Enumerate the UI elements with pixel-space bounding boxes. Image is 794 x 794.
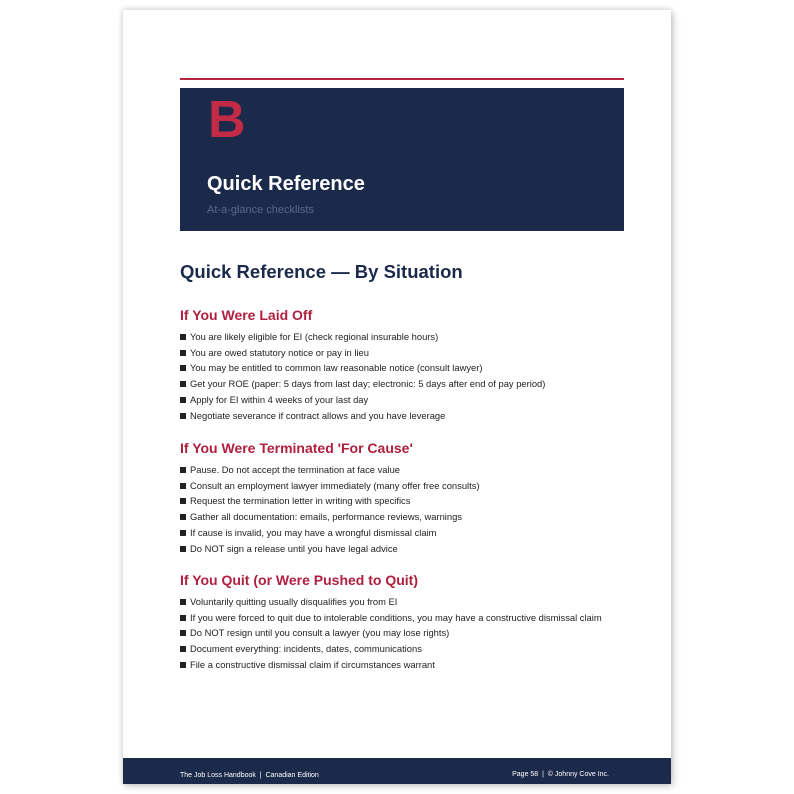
footer-page-number: Page 58 | © Johnny Cove Inc. [512,771,609,778]
page-heading: Quick Reference — By Situation [180,261,463,282]
square-bullet-icon [180,334,186,340]
chapter-banner [180,88,624,231]
list-item: You are owed statutory notice or pay in lieu [180,345,640,361]
square-bullet-icon [180,483,186,489]
list-item: Gather all documentation: emails, performance reviews, warnings [180,509,640,525]
list-item: Document everything: incidents, dates, communications [180,641,640,657]
banner-title: Quick Reference [207,173,365,195]
square-bullet-icon [180,646,186,652]
list-item: If cause is invalid, you may have a wrongful dismissal claim [180,525,640,541]
list-item: You are likely eligible for EI (check regional insurable hours) [180,329,640,345]
square-bullet-icon [180,350,186,356]
square-bullet-icon [180,514,186,520]
square-bullet-icon [180,546,186,552]
section-laid-off [180,307,640,423]
square-bullet-icon [180,365,186,371]
list-item: Consult an employment lawyer immediately (many offer free consults) [180,478,640,494]
square-bullet-icon [180,397,186,403]
list-item: Get your ROE (paper: 5 days from last day; electronic: 5 days after end of pay period) [180,376,640,392]
square-bullet-icon [180,413,186,419]
square-bullet-icon [180,615,186,621]
footer-book-title: The Job Loss Handbook | Canadian Edition [180,772,319,779]
appendix-letter: B [208,91,246,149]
list-item: Request the termination letter in writing with specifics [180,493,640,509]
section-title: If You Were Terminated 'For Cause' [180,440,413,456]
list-item: If you were forced to quit due to intolerable conditions, you may have a constructive dismissal claim [180,610,640,626]
square-bullet-icon [180,530,186,536]
banner-subtitle: At-a-glance checklists [207,204,314,216]
square-bullet-icon [180,498,186,504]
page-footer [123,758,671,784]
section-title: If You Were Laid Off [180,307,313,323]
square-bullet-icon [180,599,186,605]
square-bullet-icon [180,467,186,473]
top-rule [180,78,624,80]
list-item: Voluntarily quitting usually disqualifies you from EI [180,594,640,610]
section-title: If You Quit (or Were Pushed to Quit) [180,572,418,588]
square-bullet-icon [180,630,186,636]
square-bullet-icon [180,381,186,387]
list-item: Negotiate severance if contract allows and you have leverage [180,408,640,424]
document-page [123,10,671,784]
section-terminated-for-cause [180,440,640,556]
list-item: Apply for EI within 4 weeks of your last day [180,392,640,408]
list-item: File a constructive dismissal claim if circumstances warrant [180,657,640,673]
section-quit [180,572,640,673]
list-item: Do NOT sign a release until you have legal advice [180,541,640,557]
list-item: You may be entitled to common law reasonable notice (consult lawyer) [180,360,640,376]
square-bullet-icon [180,662,186,668]
list-item: Do NOT resign until you consult a lawyer (you may lose rights) [180,625,640,641]
list-item: Pause. Do not accept the termination at face value [180,462,640,478]
